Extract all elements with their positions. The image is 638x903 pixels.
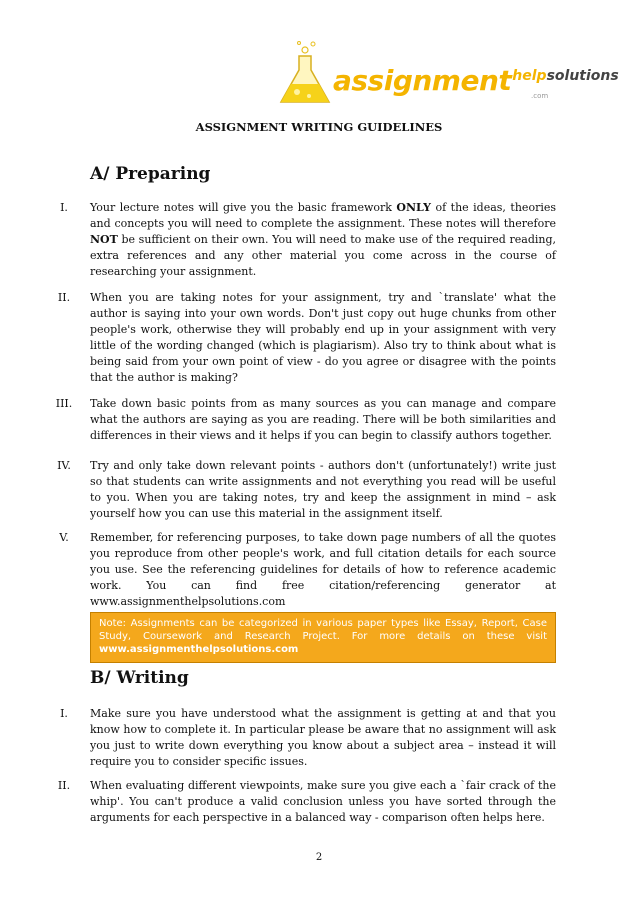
page-number: 2 xyxy=(315,852,323,863)
list-item: Take down basic points from as many sources as you can manage and compare what the authors are saying as you are reading. There will be both similarities and differences in their views and it helps if you can begin to classify authors together. xyxy=(90,397,556,442)
item-number: II. xyxy=(57,779,71,792)
item-text: Your lecture notes will give you the basic framework xyxy=(90,201,397,214)
note-text: Note: Assignments can be categorized in various paper types like Essay, Report, Case Study, Coursework and Research Project. For more details on these visit xyxy=(99,618,547,642)
list-item: Make sure you have understood what the assignment is getting at and that you know how to complete it. In particular please be aware that no assignment will ask you just to write down everything you know about a subject area – instead it will require you to consider specific issues. xyxy=(90,707,556,768)
list-item xyxy=(90,200,556,280)
list-item: Remember, for referencing purposes, to take down page numbers of all the quotes you reproduce from other people's work, and full citation details for each source you use. See the referencing guidelines for details of how to reference academic work. You can find free citation/referencing generator at www.assignmenthelpsolutions.com xyxy=(90,531,556,608)
item-emphasis: NOT xyxy=(90,233,118,246)
item-number: I. xyxy=(60,201,68,214)
list-item: When you are taking notes for your assignment, try and `translate' what the author is saying into your own words. Don't just copy out huge chunks from other people's work, otherwise they will probably end up in your assignment with very little of the wording changed (which is plagiarism). Also try to think about what is being said from your own point of view - do you agree or disagree with the points that the author is making? xyxy=(90,291,556,384)
company-logo xyxy=(275,40,619,110)
item-text: of the ideas, theories and concepts you will need to complete the assignment. These notes will therefore xyxy=(90,201,556,230)
item-text: be sufficient on their own. You will need to make use of the required reading, extra references and any other material you come across in the course of researching your assignment. xyxy=(90,233,556,278)
item-emphasis: ONLY xyxy=(396,201,431,214)
item-number: II. xyxy=(57,291,71,304)
logo-com-text: .com xyxy=(531,92,549,100)
logo-main-text: assignment xyxy=(333,64,512,97)
section-heading-writing: B/ Writing xyxy=(90,668,189,688)
item-number: IV. xyxy=(57,459,71,472)
logo-help-text: help xyxy=(512,68,547,84)
list-item: When evaluating different viewpoints, make sure you give each a `fair crack of the whip'. You can't produce a valid conclusion unless you have sorted through the arguments for each perspective in a balanced way - comparison often helps here. xyxy=(90,779,556,824)
document-title: ASSIGNMENT WRITING GUIDELINES xyxy=(195,120,443,134)
note-box xyxy=(90,612,556,663)
item-number: III. xyxy=(55,397,73,410)
note-link[interactable]: www.assignmenthelpsolutions.com xyxy=(99,644,299,655)
section-heading-preparing: A/ Preparing xyxy=(90,164,211,184)
list-item: Try and only take down relevant points - authors don't (unfortunately!) write just so that students can write assignments and not everything you read will be useful to you. When you are taking notes, try and keep the assignment in mind – ask yourself how you can use this material in the assignment itself. xyxy=(90,459,556,520)
logo-solutions-text: solutions xyxy=(546,68,619,84)
item-number: I. xyxy=(60,707,68,720)
item-number: V. xyxy=(59,531,69,544)
